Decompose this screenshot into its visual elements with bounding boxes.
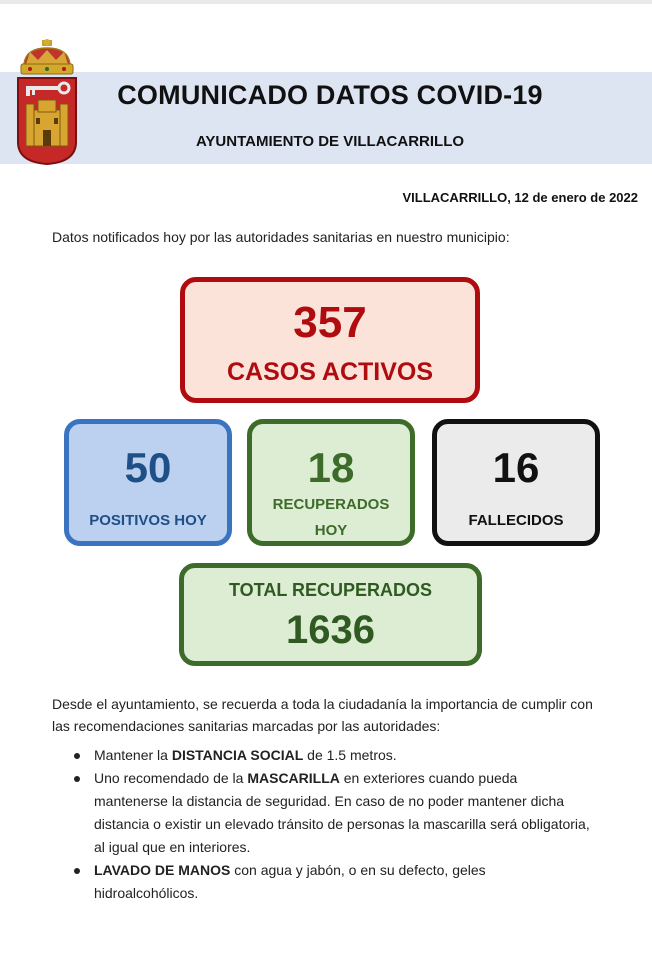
- active-cases-value: 357: [293, 298, 367, 347]
- list-item: [52, 859, 592, 905]
- list-item-text: con agua y jabón, o en su defecto, geles hidroalcohólicos.: [94, 862, 486, 901]
- list-item-emphasis: MASCARILLA: [247, 770, 340, 786]
- deaths-value: 16: [492, 444, 540, 491]
- page-title: COMUNICADO DATOS COVID-19: [117, 80, 543, 110]
- recovered-today-box: [247, 419, 415, 546]
- deaths-box: [432, 419, 600, 546]
- coat-of-arms-icon: [12, 38, 82, 166]
- total-recovered-value: 1636: [286, 608, 375, 652]
- deaths-label: FALLECIDOS: [468, 512, 564, 529]
- total-recovered-box: [179, 563, 482, 666]
- top-divider: [0, 0, 652, 4]
- recovered-today-label-line2: HOY: [314, 522, 348, 539]
- list-item: [52, 767, 592, 859]
- list-item-text: de 1.5 metros.: [303, 747, 397, 763]
- positive-today-box: [64, 419, 232, 546]
- list-item-emphasis: DISTANCIA SOCIAL: [171, 747, 304, 763]
- positive-today-value: 50: [124, 444, 172, 491]
- recovered-today-value: 18: [307, 444, 355, 491]
- active-cases-box: [180, 277, 480, 403]
- list-item-text: Uno recomendado de la: [94, 770, 248, 786]
- recovered-today-label: [256, 492, 406, 544]
- reminder-text: Desde el ayuntamiento, se recuerda a toda la ciudadanía la importancia de cumplir con las recomendaciones sanitarias marcadas por las autoridades:: [52, 696, 593, 734]
- active-cases-label: CASOS ACTIVOS: [226, 358, 434, 386]
- date-line: VILLACARRILLO, 12 de enero de 2022: [402, 190, 638, 205]
- intro-text: Datos notificados hoy por las autoridades sanitarias en nuestro municipio:: [52, 229, 510, 245]
- recommendations-list: [52, 744, 592, 905]
- list-item-text: en exteriores cuando pueda mantenerse la distancia de seguridad. En caso de no poder mantener dicha distancia o existir un elevado tránsito de personas la mascarilla será obligatoria, al igual que en interiores.: [94, 770, 590, 855]
- list-item-emphasis: LAVADO DE MANOS: [94, 862, 231, 878]
- page-subtitle: AYUNTAMIENTO DE VILLACARRILLO: [195, 133, 465, 150]
- list-item: [52, 744, 592, 767]
- positive-today-label: POSITIVOS HOY: [89, 512, 207, 529]
- recovered-today-label-line1: RECUPERADOS: [272, 496, 390, 513]
- total-recovered-label: TOTAL RECUPERADOS: [228, 580, 433, 600]
- list-item-text: Mantener la: [94, 747, 172, 763]
